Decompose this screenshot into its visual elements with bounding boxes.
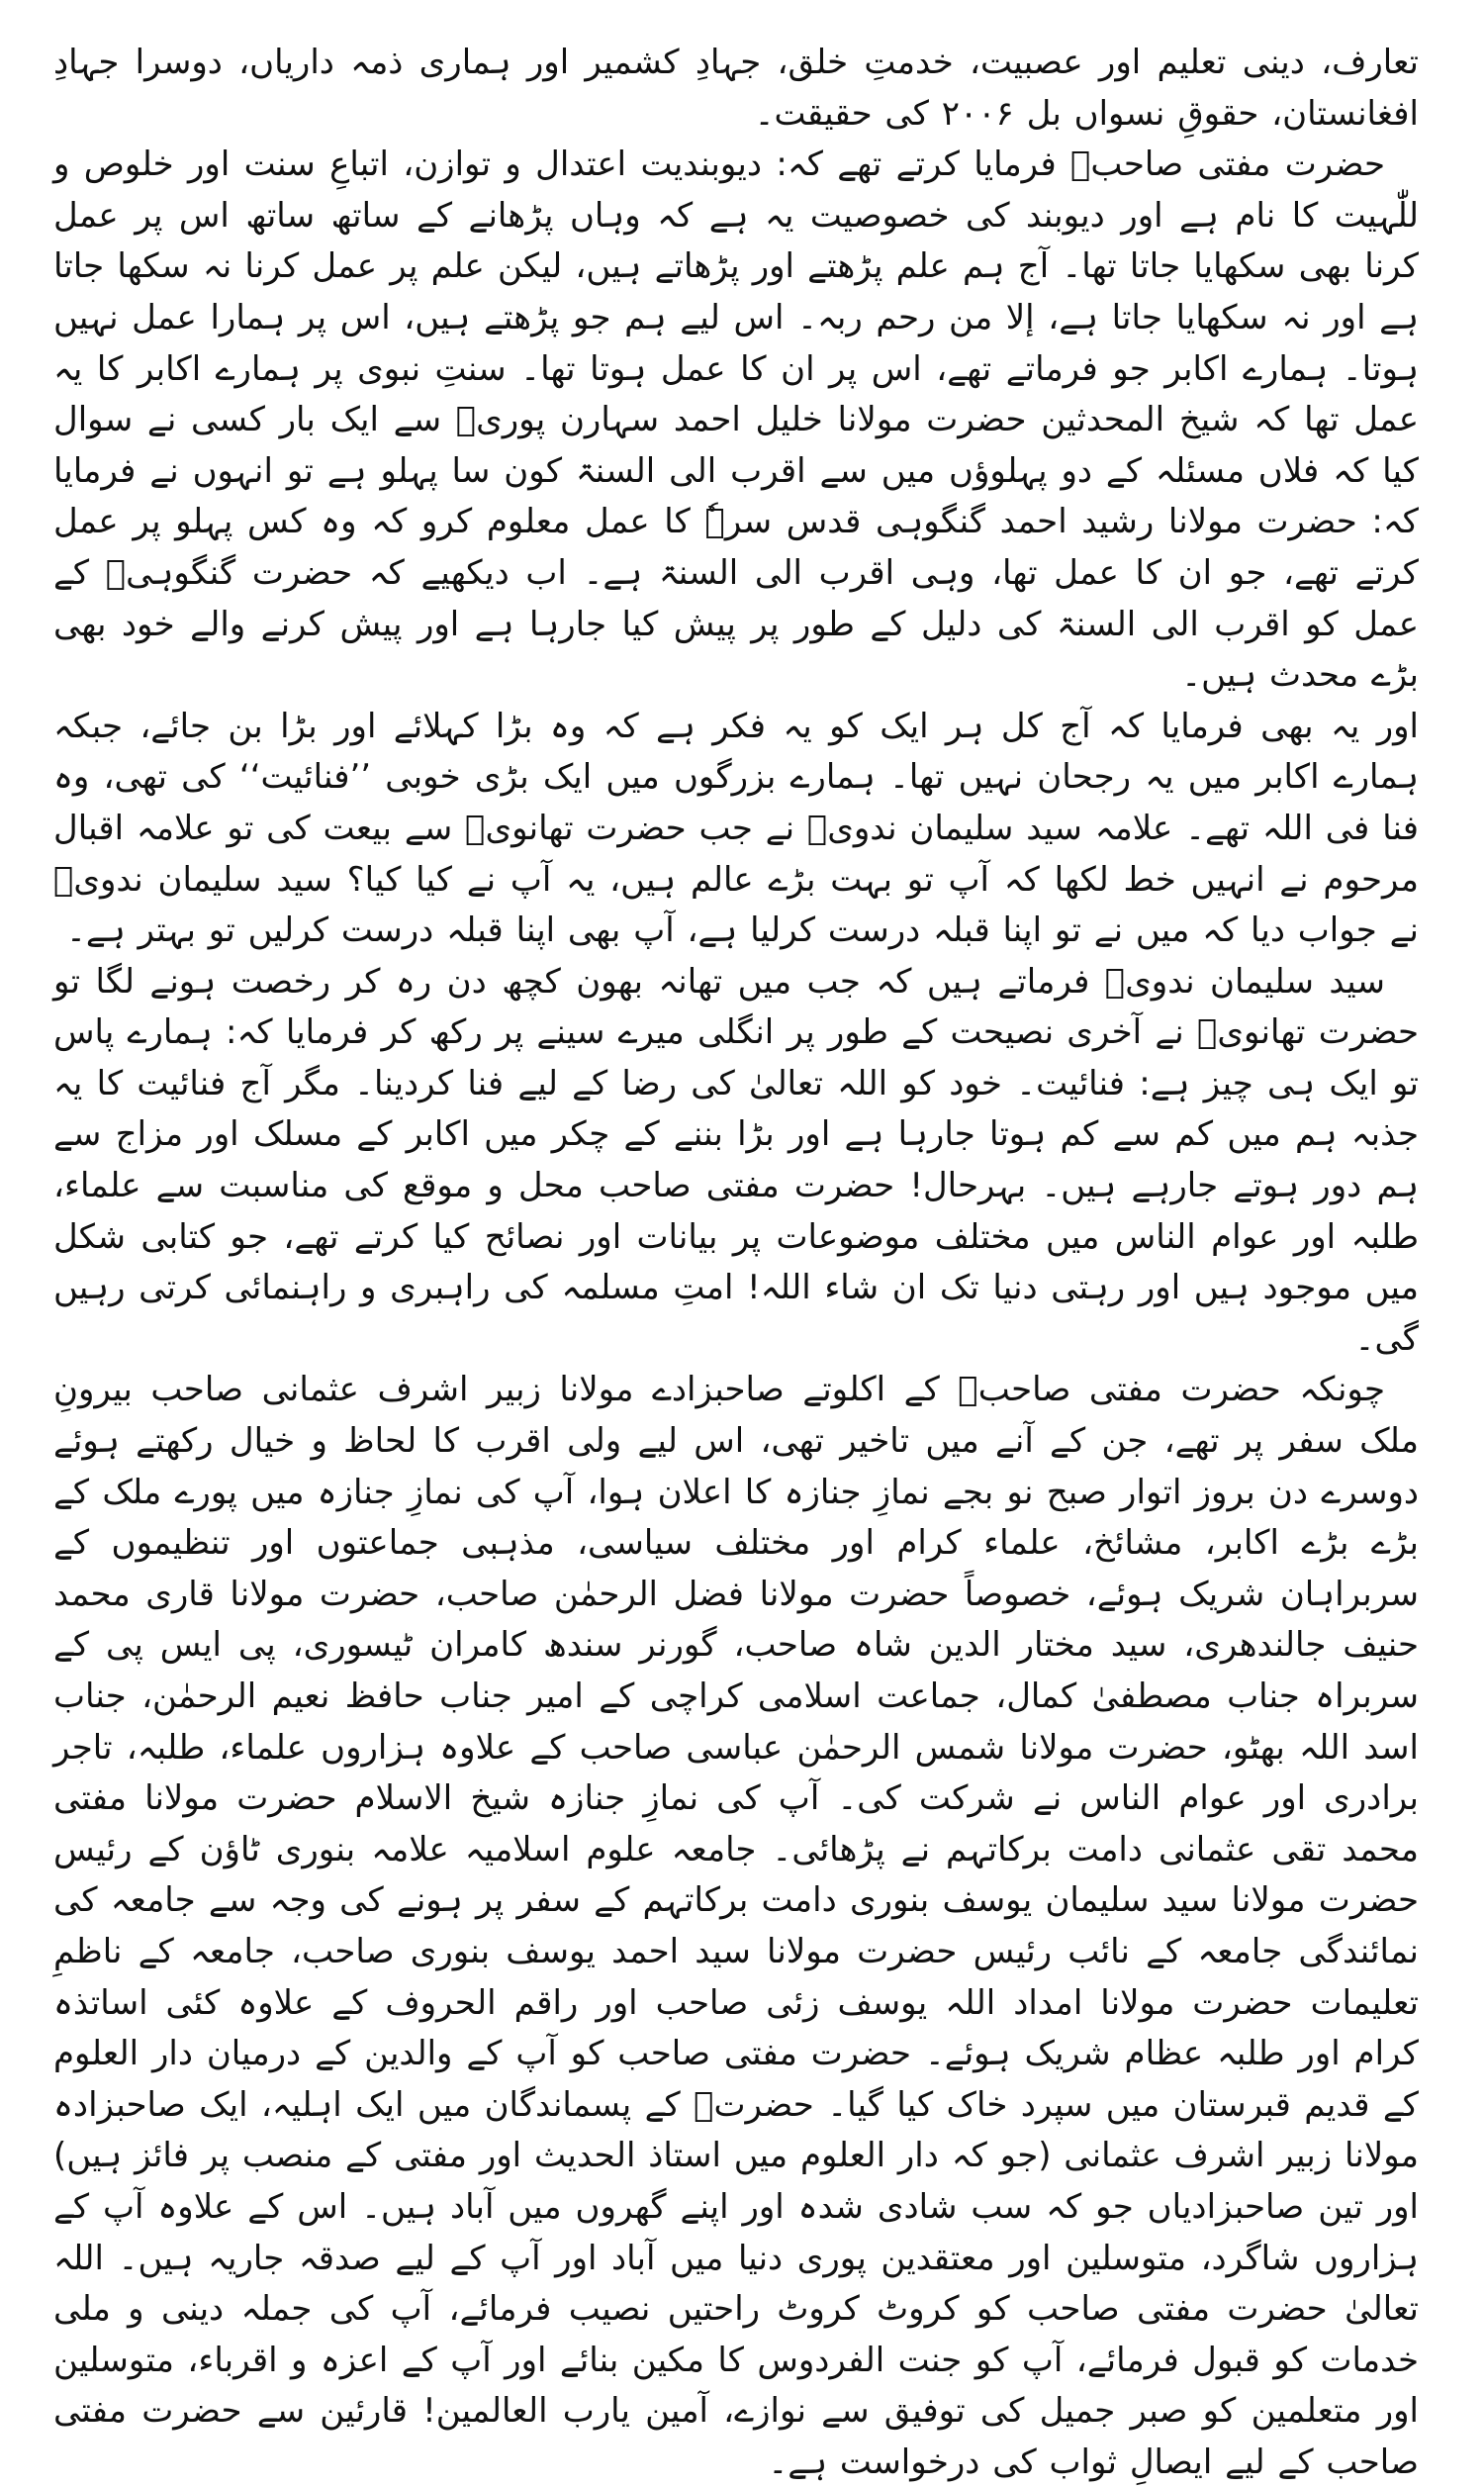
deobandi-practice-paragraph: حضرت مفتی صاحبؒ فرمایا کرتے تھے کہ: دیوبندیت اعتدال و توازن، اتباعِ سنت اور خلوص و للّٰہیت کا نام ہے اور دیوبند کی خصوصیت یہ ہے کہ وہاں پڑھانے کے ساتھ ساتھ اس پر عمل کرنا بھی سکھایا جاتا تھا۔ آج ہم علم پڑھتے اور پڑھاتے ہیں، لیکن علم پر عمل کرنا نہ سکھا جاتا ہے اور نہ سکھایا جاتا ہے، إلا من رحم ربہ۔ اس لیے ہم جو پڑھتے ہیں، اس پر ہمارا عمل نہیں ہوتا۔ ہمارے اکابر جو فرماتے تھے، اس پر ان کا عمل ہوتا تھا۔ سنتِ نبوی پر ہمارے اکابر کا یہ عمل تھا کہ شیخ المحدثین حضرت مولانا خلیل احمد سہارن پوریؒ سے ایک بار کسی نے سوال کیا کہ فلاں مسئلہ کے دو پہلوؤں میں سے اقرب الی السنۃ کون سا پہلو ہے تو انہوں نے فرمایا کہ: حضرت مولانا رشید احمد گنگوہی قدس سرہٗ کا عمل معلوم کرو کہ وہ کس پہلو پر عمل کرتے تھے، جو ان کا عمل تھا، وہی اقرب الی السنۃ ہے۔ اب دیکھیے کہ حضرت گنگوہیؒ کے عمل کو اقرب الی السنۃ کی دلیل کے طور پر پیش کیا جارہا ہے اور پیش کرنے والے خود بھی بڑے محدث ہیں۔ [53,144,1419,696]
sulaiman-nadwi-paragraph: سید سلیمان ندویؒ فرماتے ہیں کہ جب میں تھانہ بھون کچھ دن رہ کر رخصت ہونے لگا تو حضرت تھانویؒ نے آخری نصیحت کے طور پر انگلی میرے سینے پر رکھ کر فرمایا کہ: ہمارے پاس تو ایک ہی چیز ہے: فنائیت۔ خود کو اللہ تعالیٰ کی رضا کے لیے فنا کردینا۔ مگر آج فنائیت کا یہ جذبہ ہم میں کم سے کم ہوتا جارہا ہے اور بڑا بننے کے چکر میں اکابر کے مسلک اور مزاج سے ہم دور ہوتے جارہے ہیں۔ بہرحال! حضرت مفتی صاحب محل و موقع کی مناسبت سے علماء، طلبہ اور عوام الناس میں مختلف موضوعات پر بیانات اور نصائح کیا کرتے تھے، جو کتابی شکل میں موجود ہیں اور رہتی دنیا تک ان شاء اللہ! امتِ مسلمہ کی راہبری و راہنمائی کرتی رہیں گی۔ [53,961,1419,1359]
funeral-paragraph: چونکہ حضرت مفتی صاحبؒ کے اکلوتے صاحبزادے مولانا زبیر اشرف عثمانی صاحب بیرونِ ملک سفر پر تھے، جن کے آنے میں تاخیر تھی، اس لیے ولی اقرب کا لحاظ و خیال رکھتے ہوئے دوسرے دن بروز اتوار صبح نو بجے نمازِ جنازہ کا اعلان ہوا، آپ کی نمازِ جنازہ میں پورے ملک کے بڑے بڑے اکابر، مشائخ، علماء کرام اور مختلف سیاسی، مذہبی جماعتوں اور تنظیموں کے سربراہان شریک ہوئے، خصوصاً حضرت مولانا فضل الرحمٰن صاحب، حضرت مولانا قاری محمد حنیف جالندھری، سید مختار الدین شاہ صاحب، گورنر سندھ کامران ٹیسوری، پی ایس پی کے سربراہ جناب مصطفیٰ کمال، جماعت اسلامی کراچی کے امیر جناب حافظ نعیم الرحمٰن، جناب اسد اللہ بھٹو، حضرت مولانا شمس الرحمٰن عباسی صاحب کے علاوہ ہزاروں علماء، طلبہ، تاجر برادری اور عوام الناس نے شرکت کی۔ آپ کی نمازِ جنازہ شیخ الاسلام حضرت مولانا مفتی محمد تقی عثمانی دامت برکاتہم نے پڑھائی۔ جامعہ علوم اسلامیہ علامہ بنوری ٹاؤن کے رئیس حضرت مولانا سید سلیمان یوسف بنوری دامت برکاتہم کے سفر پر ہونے کی وجہ سے جامعہ کی نمائندگی جامعہ کے نائب رئیس حضرت مولانا سید احمد یوسف بنوری صاحب، جامعہ کے ناظمِ تعلیمات حضرت مولانا امداد اللہ یوسف زئی صاحب اور راقم الحروف کے علاوہ کئی اساتذہ کرام اور طلبہ عظام شریک ہوئے۔ حضرت مفتی صاحب کو آپ کے والدین کے درمیان دار العلوم کے قدیم قبرستان میں سپرد خاک کیا گیا۔ حضرتؒ کے پسماندگان میں ایک اہلیہ، ایک صاحبزادہ مولانا زبیر اشرف عثمانی (جو کہ دار العلوم میں استاذ الحدیث اور مفتی کے منصب پر فائز ہیں) اور تین صاحبزادیاں جو کہ سب شادی شدہ اور اپنے گھروں میں آباد ہیں۔ اس کے علاوہ آپ کے ہزاروں شاگرد، متوسلین اور معتقدین پوری دنیا میں آباد اور آپ کے لیے صدقہ جاریہ ہیں۔ اللہ تعالیٰ حضرت مفتی صاحب کو کروٹ کروٹ راحتیں نصیب فرمائے، آپ کی جملہ دینی و ملی خدمات کو قبول فرمائے، آپ کو جنت الفردوس کا مکین بنائے اور آپ کے اعزہ و اقرباء، متوسلین اور متعلمین کو صبر جمیل کی توفیق سے نوازے، آمین یارب العالمین! قارئین سے حضرت مفتی صاحب کے لیے ایصالِ ثواب کی درخواست ہے۔ [53,1370,1419,2482]
fanaiyat-paragraph: اور یہ بھی فرمایا کہ آج کل ہر ایک کو یہ فکر ہے کہ وہ بڑا کہلائے اور بڑا بن جائے، جبکہ ہمارے اکابر میں یہ رجحان نہیں تھا۔ ہمارے بزرگوں میں ایک بڑی خوبی ’’فنائیت‘‘ کی تھی، وہ فنا فی اللہ تھے۔ علامہ سید سلیمان ندویؒ نے جب حضرت تھانویؒ سے بیعت کی تو علامہ اقبال مرحوم نے انہیں خط لکھا کہ آپ تو بہت بڑے عالم ہیں، یہ آپ نے کیا کیا؟ سید سلیمان ندویؒ نے جواب دیا کہ میں نے تو اپنا قبلہ درست کرلیا ہے، آپ بھی اپنا قبلہ درست کرلیں تو بہتر ہے۔ [53,706,1419,951]
topics-paragraph: تعارف، دینی تعلیم اور عصبیت، خدمتِ خلق، جہادِ کشمیر اور ہماری ذمہ داریاں، دوسرا جہادِ افغانستان، حقوقِ نسواں بل ۲۰۰۶ کی حقیقت۔ [53,43,1419,134]
